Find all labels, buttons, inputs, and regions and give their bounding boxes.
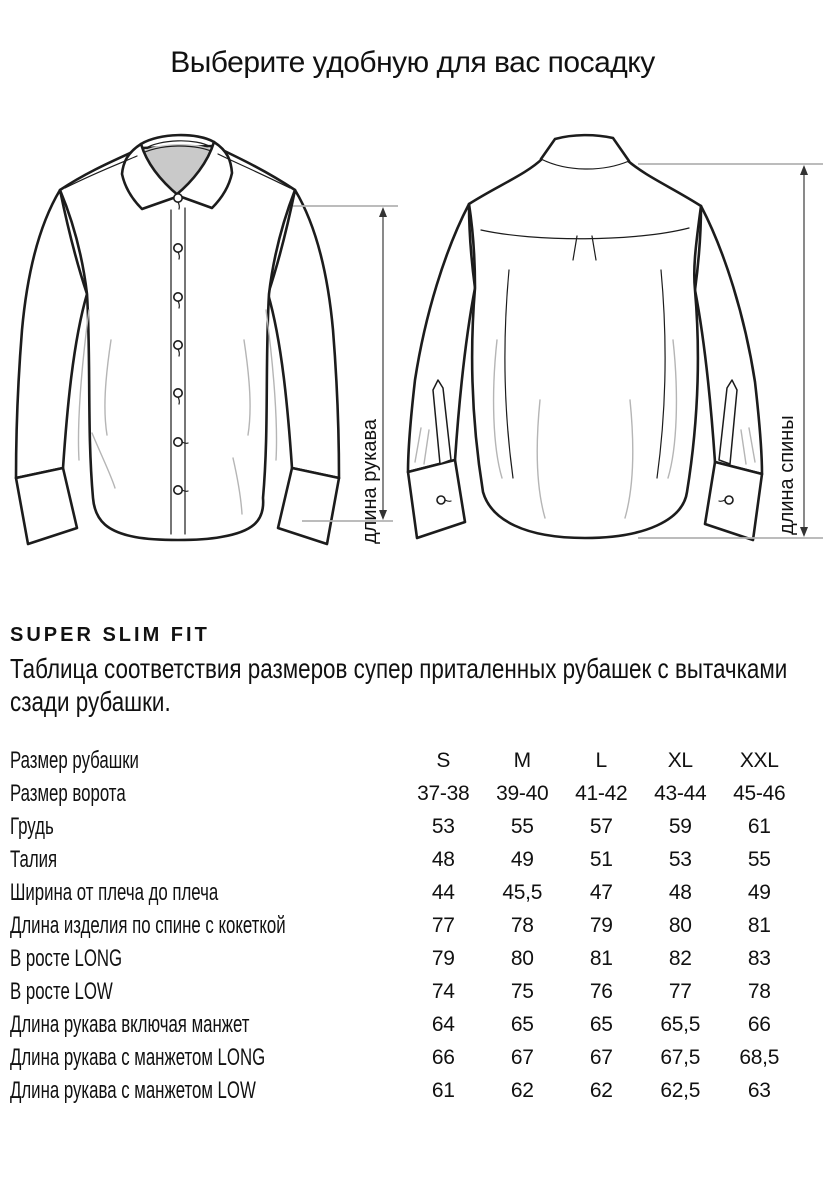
size-row-label: Ширина от плеча до плеча (10, 878, 219, 906)
size-table-row (10, 876, 799, 909)
size-value-cell: 57 (589, 814, 613, 838)
size-value-cell: 48 (668, 880, 692, 904)
back-shirt-drawing (408, 135, 762, 540)
size-row-label: Размер ворота (10, 779, 126, 807)
size-value-cell: 45,5 (502, 880, 543, 904)
size-table-body (10, 777, 799, 1107)
size-value-cell: 62,5 (660, 1078, 701, 1102)
size-value-cell: 43-44 (654, 781, 707, 805)
size-table-row (10, 942, 799, 975)
size-table-header-label-cell (10, 744, 404, 777)
shirt-technical-drawing (0, 120, 825, 580)
size-table (10, 744, 799, 1107)
size-row-label: Грудь (10, 812, 54, 840)
size-value-cell: 39-40 (496, 781, 549, 805)
size-table-row (10, 810, 799, 843)
size-value-cell: 66 (431, 1045, 455, 1069)
size-value-cell: 63 (747, 1078, 771, 1102)
shirt-diagrams (0, 120, 825, 580)
size-value-cell: 77 (668, 979, 692, 1003)
size-table-row (10, 1041, 799, 1074)
size-column-header: M (513, 748, 531, 772)
size-value-cell: 80 (668, 913, 692, 937)
size-table-row (10, 843, 799, 876)
size-value-cell: 75 (510, 979, 534, 1003)
size-value-cell: 51 (589, 847, 613, 871)
size-value-cell: 53 (668, 847, 692, 871)
back-shirt-body (469, 158, 701, 538)
sleeve-length-label: длина рукава (359, 419, 381, 544)
fit-description-line2: сзади рубашки. (10, 686, 171, 717)
size-column-header: XXL (739, 748, 779, 772)
size-column-header: XL (667, 748, 693, 772)
front-shirt-drawing (16, 135, 339, 544)
size-value-cell: 45-46 (733, 781, 786, 805)
size-table-row (10, 975, 799, 1008)
size-value-cell: 47 (589, 880, 613, 904)
size-table-row (10, 909, 799, 942)
size-value-cell: 59 (668, 814, 692, 838)
size-value-cell: 65 (510, 1012, 534, 1036)
size-value-cell: 44 (431, 880, 455, 904)
size-table-row (10, 1008, 799, 1041)
size-value-cell: 68,5 (739, 1045, 780, 1069)
back-left-sleeve (408, 204, 475, 538)
size-value-cell: 53 (431, 814, 455, 838)
size-value-cell: 61 (747, 814, 771, 838)
size-column-header: L (595, 748, 607, 772)
size-value-cell: 62 (510, 1078, 534, 1102)
size-value-cell: 67 (510, 1045, 534, 1069)
size-row-label: В росте LONG (10, 944, 123, 972)
size-value-cell: 79 (589, 913, 613, 937)
size-table-row (10, 1074, 799, 1107)
fit-description-line1: Таблица соответствия размеров супер приталенных рубашек с вытачками (10, 653, 788, 684)
size-value-cell: 62 (589, 1078, 613, 1102)
size-value-cell: 77 (431, 913, 455, 937)
size-value-cell: 48 (431, 847, 455, 871)
size-value-cell: 55 (747, 847, 771, 871)
size-value-cell: 78 (510, 913, 534, 937)
size-value-cell: 80 (510, 946, 534, 970)
fit-heading: SUPER SLIM FIT (10, 624, 210, 646)
size-value-cell: 74 (431, 979, 455, 1003)
size-value-cell: 76 (589, 979, 613, 1003)
size-row-label: Длина рукава с манжетом LONG (10, 1043, 266, 1071)
size-row-label: В росте LOW (10, 977, 113, 1005)
size-value-cell: 67 (589, 1045, 613, 1069)
back-collar (541, 135, 629, 170)
size-value-cell: 65 (589, 1012, 613, 1036)
size-row-label: Длина изделия по спине с кокеткой (10, 911, 286, 939)
back-length-label: длина спины (776, 415, 798, 535)
size-value-cell: 81 (589, 946, 613, 970)
size-value-cell: 66 (747, 1012, 771, 1036)
size-row-label: Длина рукава включая манжет (10, 1010, 250, 1038)
size-column-header: S (436, 748, 451, 772)
size-value-cell: 83 (747, 946, 771, 970)
size-value-cell: 49 (747, 880, 771, 904)
size-value-cell: 65,5 (660, 1012, 701, 1036)
size-value-cell: 41-42 (575, 781, 628, 805)
size-value-cell: 55 (510, 814, 534, 838)
size-value-cell: 78 (747, 979, 771, 1003)
size-value-cell: 49 (510, 847, 534, 871)
size-value-cell: 67,5 (660, 1045, 701, 1069)
fit-description (10, 652, 825, 718)
size-table-header-label: Размер рубашки (10, 746, 139, 774)
size-value-cell: 82 (668, 946, 692, 970)
size-value-cell: 79 (431, 946, 455, 970)
size-value-cell: 37-38 (417, 781, 470, 805)
size-value-cell: 64 (431, 1012, 455, 1036)
size-row-label: Талия (10, 845, 58, 873)
size-table-row (10, 777, 799, 810)
size-table-header-row (10, 744, 799, 777)
back-right-sleeve (695, 206, 762, 540)
size-row-label: Длина рукава с манжетом LOW (10, 1076, 256, 1104)
size-value-cell: 81 (747, 913, 771, 937)
size-value-cell: 61 (431, 1078, 455, 1102)
page-title: Выберите удобную для вас посадку (170, 46, 655, 79)
